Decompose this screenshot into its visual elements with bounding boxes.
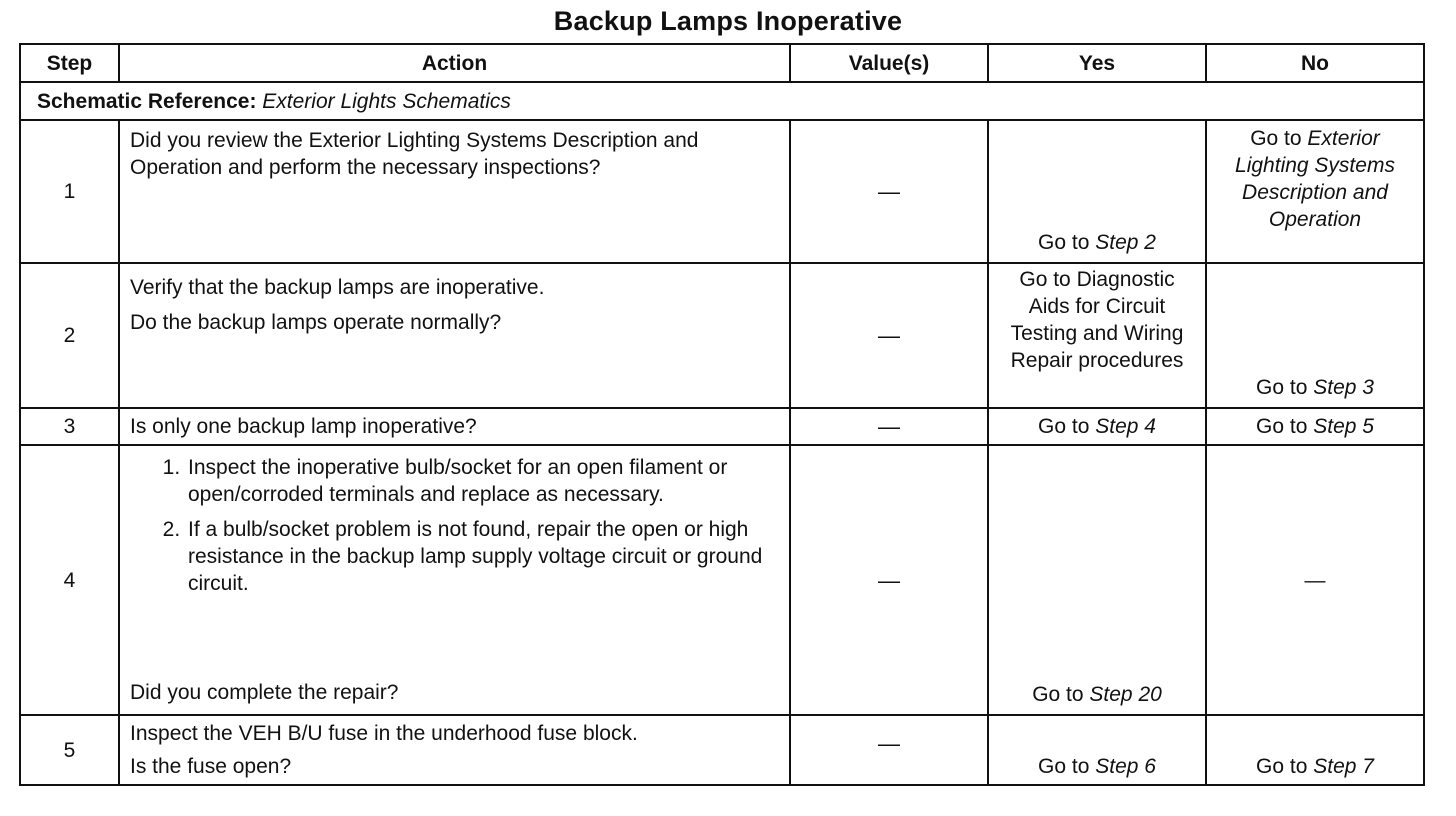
header-action: Action bbox=[119, 44, 790, 82]
schematic-label: Schematic Reference: bbox=[37, 89, 257, 113]
yes-cell bbox=[988, 715, 1206, 785]
table-row bbox=[20, 408, 1424, 445]
header-yes: Yes bbox=[988, 44, 1206, 82]
action-question: Did you complete the repair? bbox=[130, 681, 399, 704]
yes-cell bbox=[988, 263, 1206, 408]
schematic-row bbox=[20, 82, 1424, 120]
yes-prefix: Go to bbox=[1032, 683, 1084, 706]
yes-prefix: Go to bbox=[1038, 415, 1090, 438]
repair-steps-list bbox=[130, 454, 779, 605]
yes-ref: Step 20 bbox=[1089, 683, 1162, 706]
no-ref: Step 3 bbox=[1313, 376, 1374, 399]
step-cell: 4 bbox=[20, 445, 119, 715]
no-cell bbox=[1206, 120, 1424, 263]
no-prefix: Go to bbox=[1256, 415, 1308, 438]
action-text: Did you review the Exterior Lighting Systems Description and Operation and perform the necessary inspections? bbox=[130, 129, 699, 179]
step-cell: 1 bbox=[20, 120, 119, 263]
header-values: Value(s) bbox=[790, 44, 988, 82]
no-prefix: Go to bbox=[1250, 127, 1302, 150]
action-cell bbox=[119, 120, 790, 263]
yes-ref: Step 4 bbox=[1095, 415, 1156, 438]
yes-ref: Step 6 bbox=[1095, 755, 1156, 778]
list-item: 2. If a bulb/socket problem is not found, repair the open or high resistance in the backup lamp supply voltage circuit or ground circuit. bbox=[186, 516, 779, 597]
list-item: 1. Inspect the inoperative bulb/socket for an open filament or open/corroded terminals and replace as necessary. bbox=[186, 454, 779, 508]
step-cell: 2 bbox=[20, 263, 119, 408]
action-cell bbox=[119, 408, 790, 445]
action-cell bbox=[119, 263, 790, 408]
yes-cell bbox=[988, 408, 1206, 445]
yes-cell bbox=[988, 120, 1206, 263]
value-cell: — bbox=[790, 120, 988, 263]
no-cell: — bbox=[1206, 445, 1424, 715]
no-prefix: Go to bbox=[1256, 755, 1308, 778]
no-prefix: Go to bbox=[1256, 376, 1308, 399]
value-cell: — bbox=[790, 445, 988, 715]
no-cell bbox=[1206, 408, 1424, 445]
no-cell bbox=[1206, 715, 1424, 785]
action-text: Verify that the backup lamps are inoperative. bbox=[130, 276, 545, 299]
no-ref: Step 7 bbox=[1313, 755, 1374, 778]
yes-prefix: Go to bbox=[1038, 755, 1090, 778]
page-title: Backup Lamps Inoperative bbox=[553, 6, 903, 36]
yes-ref: Step 2 bbox=[1095, 231, 1156, 254]
table-row bbox=[20, 120, 1424, 263]
yes-text: Go to Diagnostic Aids for Circuit Testing and Wiring Repair procedures bbox=[1010, 268, 1184, 372]
no-ref: Step 5 bbox=[1313, 415, 1374, 438]
diagnostic-table bbox=[19, 43, 1425, 786]
header-no: No bbox=[1206, 44, 1424, 82]
header-row bbox=[20, 44, 1424, 82]
value-cell: — bbox=[790, 263, 988, 408]
yes-prefix: Go to bbox=[1038, 231, 1090, 254]
action-question: Do the backup lamps operate normally? bbox=[130, 311, 502, 334]
schematic-reference bbox=[20, 82, 1424, 120]
no-ref: Exterior Lighting Systems Description and Operation bbox=[1235, 127, 1395, 231]
action-question: Is the fuse open? bbox=[130, 755, 292, 778]
value-cell: — bbox=[790, 715, 988, 785]
step-cell: 5 bbox=[20, 715, 119, 785]
table-row bbox=[20, 263, 1424, 408]
value-cell: — bbox=[790, 408, 988, 445]
yes-cell bbox=[988, 445, 1206, 715]
action-text: Inspect the VEH B/U fuse in the underhood fuse block. bbox=[130, 722, 638, 745]
header-step: Step bbox=[20, 44, 119, 82]
action-cell bbox=[119, 715, 790, 785]
table-row bbox=[20, 445, 1424, 715]
table-row bbox=[20, 715, 1424, 785]
action-cell bbox=[119, 445, 790, 715]
schematic-ref: Exterior Lights Schematics bbox=[262, 89, 511, 113]
no-cell bbox=[1206, 263, 1424, 408]
step-cell: 3 bbox=[20, 408, 119, 445]
action-text: Is only one backup lamp inoperative? bbox=[130, 415, 477, 438]
